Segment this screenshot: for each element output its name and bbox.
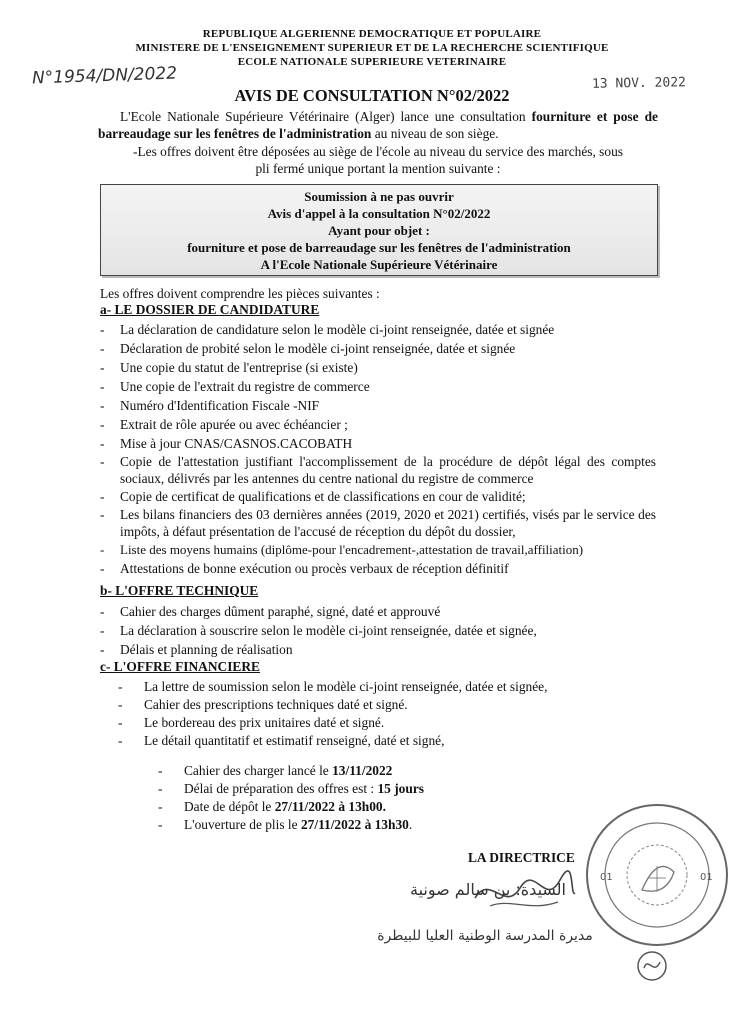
list-item: - Délais et planning de réalisation: [100, 642, 293, 657]
list-item: - Mise à jour CNAS/CASNOS.CACOBATH: [100, 436, 353, 451]
handwritten-reference: N°1954/DN/2022: [31, 63, 178, 89]
paraph-initials-icon: [632, 946, 672, 986]
box-line: A l'Ecole Nationale Supérieure Vétérinaire: [260, 257, 498, 272]
list-item: - Copie de l'attestation justifiant l'accomplissement de la procédure de dépôt légal des comptes sociaux, délivrés par les antennes du centre national du registre de commerce: [100, 454, 656, 486]
section-b-title: b- L'OFFRE TECHNIQUE: [100, 583, 259, 598]
intro-paragraph: L'Ecole Nationale Supérieure Vétérinaire (Alger) lance une consultation fourniture et pose de barreaudage sur les fenêtres de l'administration au niveau de son siège.: [98, 109, 658, 141]
box-line: Ayant pour objet :: [328, 223, 430, 238]
signatory-arabic-name: السيدة: بن سالم صونية: [410, 880, 566, 899]
deposit-instruction-line1: -Les offres doivent être déposées au siège de l'école au niveau du service des marchés, sous: [133, 144, 623, 159]
list-item: - Attestations de bonne exécution ou procès verbaux de réception définitif: [100, 561, 509, 576]
signatory-title: LA DIRECTRICE: [468, 850, 575, 865]
list-item: - Une copie de l'extrait du registre de commerce: [100, 379, 370, 394]
box-line: Soumission à ne pas ouvrir: [304, 189, 454, 204]
section-a-title: a- LE DOSSIER DE CANDIDATURE: [100, 302, 320, 317]
list-item: - La lettre de soumission selon le modèle ci-joint renseignée, datée et signée,: [118, 679, 548, 694]
list-item: - Déclaration de probité selon le modèle ci-joint renseignée, datée et signée: [100, 341, 516, 356]
list-item: - Le détail quantitatif et estimatif renseigné, daté et signé,: [118, 733, 445, 748]
header-republic: REPUBLIQUE ALGERIENNE DEMOCRATIQUE ET POPULAIRE: [202, 28, 542, 40]
deposit-instruction-line2: pli fermé unique portant la mention suivante :: [255, 161, 501, 176]
list-item: - La déclaration à souscrire selon le modèle ci-joint renseignée, datée et signée,: [100, 623, 537, 638]
signatory-arabic-title: مديرة المدرسة الوطنية العليا للبيطرة: [377, 928, 593, 944]
date-item: - Cahier des charger lancé le 13/11/2022: [158, 763, 393, 778]
list-item: - Numéro d'Identification Fiscale -NIF: [100, 398, 320, 413]
header-ministry: MINISTERE DE L'ENSEIGNEMENT SUPERIEUR ET DE LA RECHERCHE SCIENTIFIQUE: [135, 42, 609, 54]
pieces-intro: Les offres doivent comprendre les pièces suivantes :: [100, 286, 380, 301]
header-school: ECOLE NATIONALE SUPERIEURE VETERINAIRE: [237, 56, 507, 68]
list-item: - La déclaration de candidature selon le modèle ci-joint renseignée, datée et signée: [100, 322, 555, 337]
list-item: - Extrait de rôle apurée ou avec échéancier ;: [100, 417, 348, 432]
received-date-stamp: 13 NOV. 2022: [591, 75, 687, 92]
svg-text:01: 01: [600, 872, 613, 883]
page-title: AVIS DE CONSULTATION N°02/2022: [234, 86, 510, 105]
box-line: Avis d'appel à la consultation N°02/2022: [267, 206, 491, 221]
section-c-list: [118, 678, 638, 750]
list-item: - Cahier des charges dûment paraphé, signé, daté et approuvé: [100, 604, 441, 619]
list-item: - Cahier des prescriptions techniques daté et signé.: [118, 697, 408, 712]
date-item: - L'ouverture de plis le 27/11/2022 à 13h30.: [158, 817, 413, 832]
svg-text:01: 01: [700, 872, 713, 883]
list-item: - Liste des moyens humains (diplôme-pour l'encadrement-,attestation de travail,affiliation): [100, 542, 584, 557]
section-a-list: [100, 320, 656, 578]
section-b-list: [100, 602, 656, 659]
date-item: - Date de dépôt le 27/11/2022 à 13h00.: [158, 799, 386, 814]
date-item: - Délai de préparation des offres est : 15 jours: [158, 781, 424, 796]
key-dates-list: [158, 762, 558, 834]
envelope-mention-box: [100, 184, 658, 276]
list-item: - Copie de certificat de qualifications et de classifications en cour de validité;: [100, 489, 526, 504]
list-item: - Le bordereau des prix unitaires daté et signé.: [118, 715, 385, 730]
list-item: - Les bilans financiers des 03 dernières années (2019, 2020 et 2021) certifiés, visés par le service des impôts, à défaut présentation de l'accusé de réception du dépôt du dossier,: [100, 507, 656, 539]
section-c-title: c- L'OFFRE FINANCIERE: [100, 659, 260, 674]
box-line: fourniture et pose de barreaudage sur les fenêtres de l'administration: [187, 240, 571, 255]
list-item: - Une copie du statut de l'entreprise (si existe): [100, 360, 358, 375]
